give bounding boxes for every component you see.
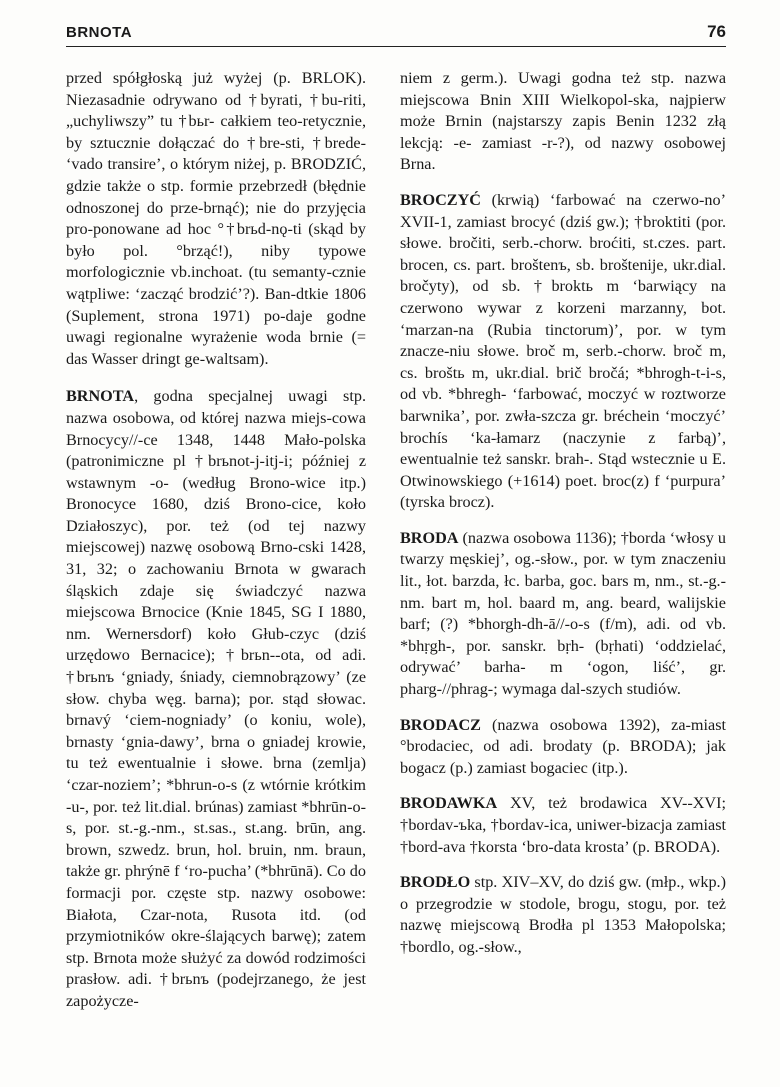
headword: BRNOTA [66,387,135,406]
entry-brodacz [400,715,726,780]
entry-continuation [400,68,726,176]
headword: BRODA [400,528,459,547]
header-rule [66,46,726,47]
left-column [66,68,366,1027]
right-column [400,68,726,973]
entry-text: przed spółgłoską już wyżej (p. BRLOK). Niezasadnie odrywano od †byrati, †bu-riti, „uchyliwszy” tu †bьr- całkiem teo-retycznie, by sztucznie dołączać do †bre-sti, †brede- ‘vado transire’, o którym niżej, p. BRODZIĆ, gdzie także o stp. formie przebrzedł (błędnie odnoszonej do prze-brnąć); nie do przyjęcia pro-ponowane ad hoc °†brьd-nǫ-ti (skąd by było pol. °brząć!), niby typowe morfologicznie vb.inchoat. (tu semanty-cznie wątpliwe: ‘zacząć brodzić’?). Ban-dtkie 1806 (Suplement, strona 1971) po-daje godne uwagi regionalne wyrażenie woda brnie (= das Wasser dringt ge-waltsam). [66,69,366,368]
entry-text: niem z germ.). Uwagi godna też stp. nazwa miejscowa Bnin XIII Wielkopol-ska, najpierw może Brnin (najstarszy zapis Benin 1232 złą lekcją: -e- zamiast -r-?), od nazwy osobowej Brna. [400,69,726,174]
entry-text: XV, też brodawica XV--XVI; †bordav-ъka, †bordav-ica, uniwer-bizacja zamiast †bord-ava †korsta ‘bro-data krosta’ (p. BRODA). [400,794,726,856]
headword: BRODACZ [400,715,481,734]
headword: BRODAWKA [400,794,498,813]
running-head: BRNOTA [66,24,133,41]
entry-text: (nazwa osobowa 1136); †borda ‘włosy u twarzy męskiej’, og.-słow., por. w tym znaczeniu lit., łot. barzda, łc. barba, goc. bars m, nm., st.-g.-nm. bart m, hol. baard m, ang. beard, walijskie barf; (?) *bhorgh-dh-ā//-o-s (f/m), adi. od vb. *bhṛgh-, por. sanskr. bṛh- (bṛhati) ‘oddzielać, odrywać’ barha- m ‘ogon, liść’, gr. pharg-//phrag-; wymaga dal-szych studiów. [400,528,726,699]
page-header [66,22,726,46]
entry-broczyc [400,190,726,514]
headword: BROCZYĆ [400,190,481,209]
headword: BRODŁO [400,873,471,892]
entry-text: (krwią) ‘farbować na czerwo-no’ XVII-1, zamiast brocyć (dziś gw.); †broktiti (por. słowe. bročiti, serb.-chorw. broćiti, st.czes. part. brocen, cs. part. broštenъ, sb. broštenije, ukr.dial. bročyty), od sb. †broktь m ‘barwiący na czerwono wywar z korzeni marzanny, bot. ‘marzan-na (Rubia tinctorum)’, por. w tym znacze-niu słowe. broč m, serb.-chorw. broč m, cs. broštь m, ukr.dial. brič bročá; *bhrogh-t-i-s, od vb. *bhregh- ‘farbować, moczyć w roztworze barwnika’, por. zwła-szcza gr. bréchein ‘moczyć’ brochís ‘ka-łamarz (naczynie z farbą)’, ewentualnie też sanskr. brah-. Stąd wstecznie u E. Otwinowskiego (+1614) poet. broc(z) f ‘purpura’ (tyrska brocz). [400,190,726,512]
entry-text: stp. XIV–XV, do dziś gw. (młp., wkp.) o przegrodzie w stodole, brogu, stogu, por. też nazwę miejscową Brodła pl 1353 Małopolska; †bordlo, og.-słow., [400,873,726,956]
entry-text: (nazwa osobowa 1392), za-miast °brodaciec, od adi. brodaty (p. BRODA); jak bogacz (p.) zamiast bogaciec (itp.). [400,715,726,777]
entry-brodlo [400,872,726,958]
entry-text: , godna specjalnej uwagi stp. nazwa osobowa, od której nazwa miejs-cowa Brnocycy//-ce 1348, 1448 Mało-polska (patronimiczne pl †brьnot-j-itj-i; później z wstawnym -o- (według Brono-wice itp.) Bronocyce 1680, dziś Brono-cice, koło Działoszyc), por. też (od tej nazwy miejscowej) nazwę osobową Brno-cski 1428, 31, 32; o zachowaniu Brnota w gwarach śląskich zdaje się świadczyć nazwa miejscowa Brnocice (Knie 1845, SG I 1880, nm. Wernersdorf) koło Głub-czyc (dziś urzędowo Bernacice); †brьn--ota, od adi. †brьnъ ‘gniady, śniady, ciemnobrązowy’ (ze słow. chyba węg. barna); por. stąd słowac. brnavý ‘ciem-nogniady’ (o koniu, wole), brnasty ‘gnia-dawy’, brna o gniadej krowie, tu też ewentualnie i słowe. brna (zemlja) ‘czar-noziem’; *bhrun-o-s (z wtórnie krótkim -u-, por. też lit.dial. brúnas) zamiast *bhrūn-o-s, por. st.-g.-nm., st.sas., st.ang. brūn, ang. brown, szwedz. brun, hol. bruin, nm. braun, także gr. phrýnē f ‘ro-pucha’ (*bhrūnā). Co do formacji por. częste stp. nazwy osobowe: Białota, Czar-nota, Rusota itd. (od przymiotników okre-ślających barwę); zatem stp. Brnota może służyć za dowód rodzimości prasłow. adi. †brьnъ (podejrzanego, że jest zapożycze- [66,387,366,1010]
entry-continuation [66,68,366,370]
page-number: 76 [707,22,726,41]
entry-brnota [66,386,366,1012]
entry-brodawka [400,793,726,858]
entry-broda [400,528,726,701]
